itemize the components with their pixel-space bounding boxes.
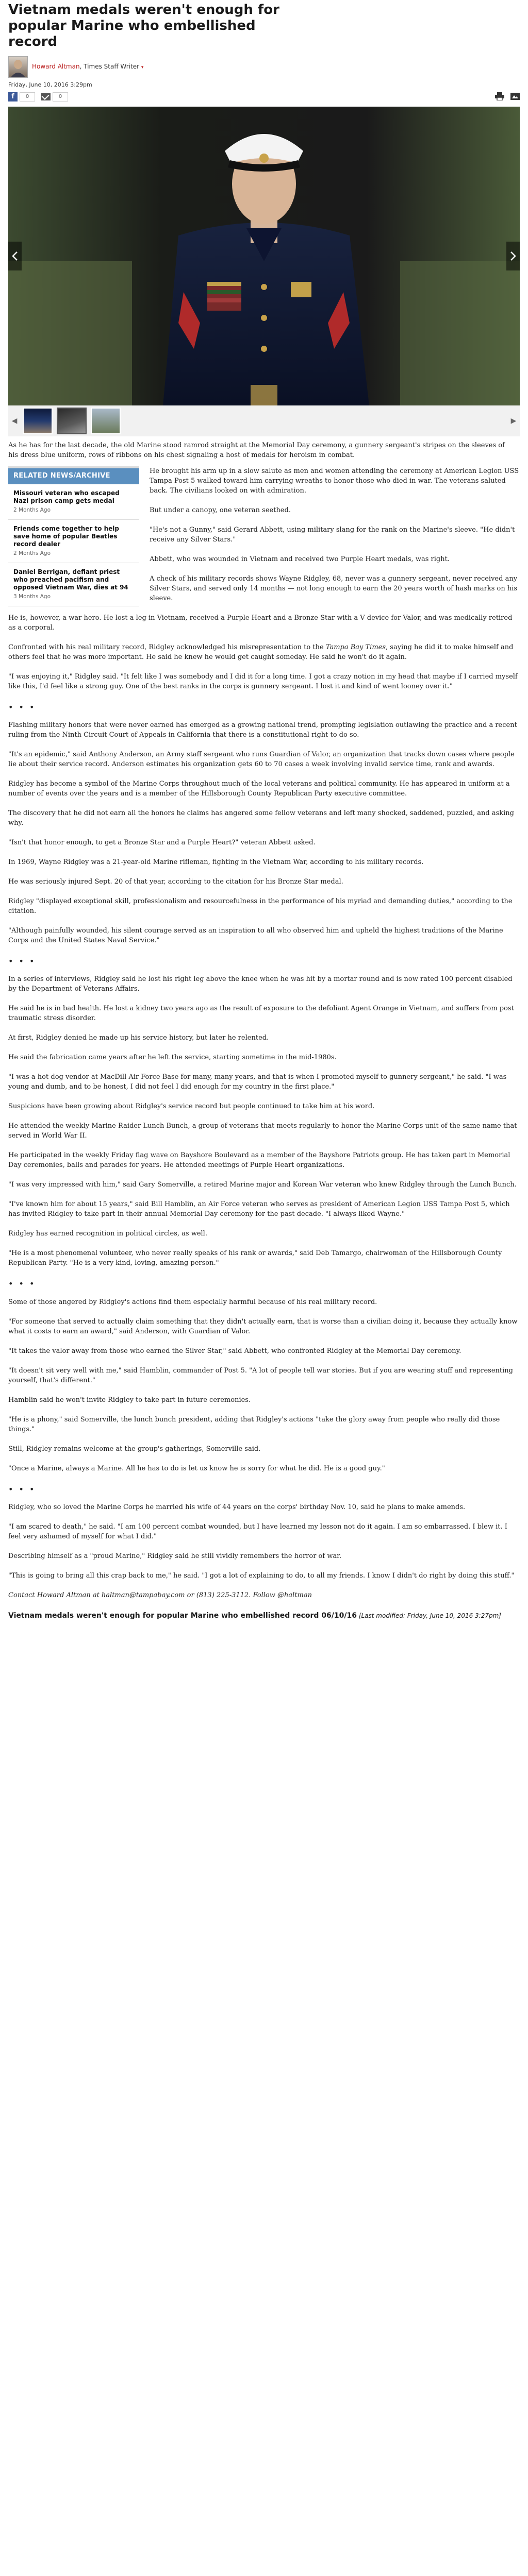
paragraph: He is, however, a war hero. He lost a leg in Vietnam, received a Purple Heart and a Bronze Star with a V device for Valor, and was medically retired as a corporal.	[8, 614, 513, 632]
email-share-count: 0	[53, 92, 68, 102]
paragraph: "For someone that served to actually claim something that they didn't actually earn, that is worse than a civilian doing it, because they actually know what it costs to earn an award," said Anderson, with Guardian of Valor.	[8, 1317, 518, 1335]
print-icon[interactable]	[495, 92, 504, 100]
paragraph: He was seriously injured Sept. 20 of that year, according to the citation for his Bronze Star medal.	[8, 878, 343, 886]
chevron-right-icon	[510, 251, 516, 261]
paragraph-text: Confronted with his real military record, Ridgley acknowledged his misrepresentation to the	[8, 643, 326, 651]
facebook-share-count: 0	[20, 92, 35, 102]
article-page	[0, 2, 528, 2576]
related-news-age: 2 Months Ago	[13, 550, 51, 556]
share-bar	[8, 90, 520, 104]
paragraph: "This is going to bring all this crap back to me," he said. "I got a lot of explaining to do, to all my friends. I know I didn't do right by doing this stuff."	[8, 1571, 515, 1580]
paragraph: "It takes the valor away from those who earned the Silver Star," said Abbett, who confronted Ridgley at the Memorial Day ceremony.	[8, 1347, 461, 1355]
author-contact: Contact Howard Altman at haltman@tampabay.com or (813) 225-3112. Follow @haltman	[8, 1591, 312, 1599]
paragraph: At first, Ridgley denied he made up his service history, but later he relented.	[8, 1034, 269, 1042]
paragraph: "He is a most phenomenal volunteer, who never really speaks of his rank or awards," said Deb Tamargo, chairwoman of the Hillsborough County Republican Party. "He is a very kind, loving, amazing person."	[8, 1249, 502, 1267]
paragraph: Describing himself as a "proud Marine," Ridgley said he still vividly remembers the horror of war.	[8, 1552, 342, 1560]
related-news-title[interactable]: Friends come together to help save home of popular Beatles record dealer	[13, 525, 119, 548]
paragraph: Ridgley has earned recognition in political circles, as well.	[8, 1230, 207, 1238]
chevron-down-icon[interactable]: ▾	[141, 65, 144, 71]
paragraph: The discovery that he did not earn all the honors he claims has angered some fellow veterans and left many shocked, saddened, puzzled, and asking why.	[8, 809, 515, 827]
paragraph: But under a canopy, one veteran seethed.	[150, 506, 291, 514]
paragraph: "Although painfully wounded, his silent courage served as an inspiration to all who observed him and upheld the highest traditions of the Marine Corps and the United States Naval Service."	[8, 927, 503, 945]
footer-headline: Vietnam medals weren't enough for popular Marine who embellished record 06/10/16	[8, 1611, 357, 1620]
thumbnail-item[interactable]	[23, 408, 53, 434]
publish-date: Friday, June 10, 2016 3:29pm	[8, 81, 92, 88]
author-avatar[interactable]	[8, 56, 28, 78]
page-title: Vietnam medals weren't enough for popular Marine who embellished record	[8, 2, 279, 49]
related-news-age: 2 Months Ago	[13, 506, 51, 513]
paragraph: Some of those angered by Ridgley's actions find them especially harmful because of his real military record.	[8, 1298, 377, 1306]
facebook-icon: f	[8, 92, 18, 101]
related-news-title[interactable]: Daniel Berrigan, defiant priest who preached pacifism and opposed Vietnam War, dies at 94	[13, 568, 128, 591]
paragraph: "I am scared to death," he said. "I am 100 percent combat wounded, but I have learned my lesson not do it again. I am so embarrassed. I blew it. I feel very ashamed of myself for what I did."	[8, 1522, 507, 1540]
paragraph-text: , saying he did it to make himself and others feel that he was more important. He said he knew he would get caught someday. He said he won't do it again.	[8, 643, 514, 661]
paragraph: "It doesn't sit very well with me," said Hamblin, commander of Post 5. "A lot of people tell war stories. But if you are wearing stuff and representing yourself, that's different."	[8, 1366, 513, 1384]
related-news-age: 3 Months Ago	[13, 594, 51, 600]
paragraph: He brought his arm up in a slow salute as men and women attending the ceremony at American Legion USS Tampa Post 5 walked toward him carrying wreaths to honor those who died in war. The veterans saluted back. The civilians looked on with admiration.	[150, 467, 519, 495]
marine-photo-illustration	[8, 107, 520, 405]
email-share-button[interactable]	[41, 92, 68, 102]
paragraph: Suspicions have been growing about Ridgley's service record but people continued to take him at his word.	[8, 1103, 375, 1111]
last-modified: [Last modified: Friday, June 10, 2016 3:27pm]	[357, 1612, 501, 1619]
paragraph: Ridgley, who so loved the Marine Corps he married his wife of 44 years on the corps' birthday Nov. 10, said he plans to make amends.	[8, 1503, 466, 1511]
thumbnail-item[interactable]	[91, 408, 121, 434]
thumbnail-prev-button[interactable]: ◀	[11, 416, 18, 425]
paragraph: "I was very impressed with him," said Gary Somerville, a retired Marine major and Korean War veteran who knew Ridgley through the Lunch Bunch.	[8, 1181, 517, 1189]
paragraph: He said he is in bad health. He lost a kidney two years ago as the result of exposure to the defoliant Agent Orange in Vietnam, and suffers from post traumatic stress disorder.	[8, 1005, 514, 1023]
section-separator: • • •	[8, 702, 36, 712]
paragraph: Hamblin said he won't invite Ridgley to take part in future ceremonies.	[8, 1396, 251, 1404]
photo-caption: As he has for the last decade, the old Marine stood ramrod straight at the Memorial Day ceremony, a gunnery sergeant's stripes on the sleeves of his dress blue uniform, rows of ribbons on his chest signaling a host of medals for heroism in combat.	[8, 441, 505, 459]
paragraph: "Once a Marine, always a Marine. All he has to do is let us know he is sorry for what he did. He is a good guy."	[8, 1464, 385, 1472]
author-link[interactable]: Howard Altman	[32, 63, 80, 71]
thumbnail-next-button[interactable]: ▶	[510, 416, 517, 425]
paragraph: "Isn't that honor enough, to get a Bronze Star and a Purple Heart?" veteran Abbett asked.	[8, 839, 316, 847]
paragraph: Flashing military honors that were never earned has emerged as a growing national trend, prompting legislation outlawing the practice and a recent ruling from the Ninth Circuit Court of Appeals in California that there is a constitutional right to do so.	[8, 721, 517, 739]
paragraph: Abbett, who was wounded in Vietnam and received two Purple Heart medals, was right.	[150, 555, 450, 563]
paragraph: Still, Ridgley remains welcome at the group's gatherings, Somerville said.	[8, 1445, 261, 1453]
paragraph: "It's an epidemic," said Anthony Anderson, an Army staff sergeant who runs Guardian of Valor, an organization that tracks down cases where people lie about their service record. Anderson estimates his organization gets 60 to 70 cases a week involving invalid service time, rank and awards.	[8, 751, 515, 769]
article-body	[8, 466, 520, 1621]
article-photo[interactable]	[8, 107, 520, 405]
section-separator: • • •	[8, 1484, 36, 1494]
related-news-header: RELATED NEWS/ARCHIVE	[8, 468, 139, 484]
paragraph: "I was a hot dog vendor at MacDill Air Force Base for many, many years, and that is when I promoted myself to gunnery sergeant," he said. "I was young and dumb, and to be honest, I did not feel I did enough for my country in the first place."	[8, 1073, 507, 1091]
related-news-item[interactable]	[8, 563, 139, 606]
photo-next-button[interactable]	[506, 242, 520, 270]
paragraph: He participated in the weekly Friday flag wave on Bayshore Boulevard as a member of the Bayshore Patriots group. He has taken part in Memorial Day ceremonies, balls and parades for years. He attended meetings of Purple Heart organizations.	[8, 1151, 510, 1170]
article-footer-title	[8, 1611, 520, 1621]
paragraph: "He's not a Gunny," said Gerard Abbett, using military slang for the rank on the Marine's sleeve. "He didn't receive any Silver Stars."	[150, 526, 515, 544]
paragraph: A check of his military records shows Wayne Ridgley, 68, never was a gunnery sergeant, never received any Silver Stars, and served only 14 months — not long enough to earn the 20 years worth of hash marks on his sleeve.	[150, 574, 518, 602]
facebook-share-button[interactable]	[8, 92, 35, 102]
paragraph: He attended the weekly Marine Raider Lunch Bunch, a group of veterans that meets regularly to honor the Marine Corps unit of the same name that served in World War II.	[8, 1122, 517, 1140]
paragraph: In a series of interviews, Ridgley said he lost his right leg above the knee when he was hit by a mortar round and is now rated 100 percent disabled by the Department of Veterans Affairs.	[8, 975, 513, 993]
paragraph: "I've known him for about 15 years," said Bill Hamblin, an Air Force veteran who serves as president of American Legion USS Tampa Post 5, which has invited Ridgley to take part in their annual Memorial Day ceremony for the past decade. "I always liked Wayne."	[8, 1200, 510, 1218]
thumbnail-item[interactable]	[57, 408, 87, 434]
paragraph: "He is a phony," said Somerville, the lunch bunch president, adding that Ridgley's actions "take the glory away from people who really did those things."	[8, 1415, 500, 1433]
paragraph: In 1969, Wayne Ridgley was a 21-year-old Marine rifleman, fighting in the Vietnam War, according to his military records.	[8, 858, 424, 867]
email-icon	[41, 93, 51, 100]
paragraph	[8, 642, 520, 662]
section-separator: • • •	[8, 1279, 36, 1289]
publication-name: Tampa Bay Times	[325, 643, 386, 651]
article-tools	[495, 92, 520, 100]
paragraph: Ridgley has become a symbol of the Marine Corps throughout much of the local veterans and political community. He has appeared in uniform at a number of events over the years and is a member of the Hillsborough County Republican Party executive committee.	[8, 780, 510, 798]
paragraph: "I was enjoying it," Ridgley said. "It felt like I was somebody and I did it for a long time. I got a crazy notion in my head that maybe if I carried myself like this, I'd feel like a strong guy. One of the best ranks in the corps is gunnery sergeant. I lost it and kind of went looney over it."	[8, 672, 518, 690]
related-news-item[interactable]	[8, 520, 139, 563]
bookmark-icon[interactable]	[510, 92, 520, 100]
author-role: , Times Staff Writer	[79, 63, 140, 71]
related-news-item[interactable]	[8, 484, 139, 520]
photo-thumbnail-strip	[8, 405, 520, 436]
section-separator: • • •	[8, 956, 36, 967]
paragraph: Ridgley "displayed exceptional skill, professionalism and resourcefulness in the performance of his myriad and demanding duties," according to the citation.	[8, 897, 513, 916]
related-news-title[interactable]: Missouri veteran who escaped Nazi prison camp gets medal	[13, 489, 120, 504]
byline-row	[8, 55, 520, 79]
paragraph: He said the fabrication came years after he left the service, starting sometime in the mid-1980s.	[8, 1054, 337, 1062]
related-news-sidebar	[8, 466, 139, 607]
byline	[32, 62, 143, 71]
chevron-left-icon	[12, 251, 18, 261]
photo-prev-button[interactable]	[8, 242, 22, 270]
